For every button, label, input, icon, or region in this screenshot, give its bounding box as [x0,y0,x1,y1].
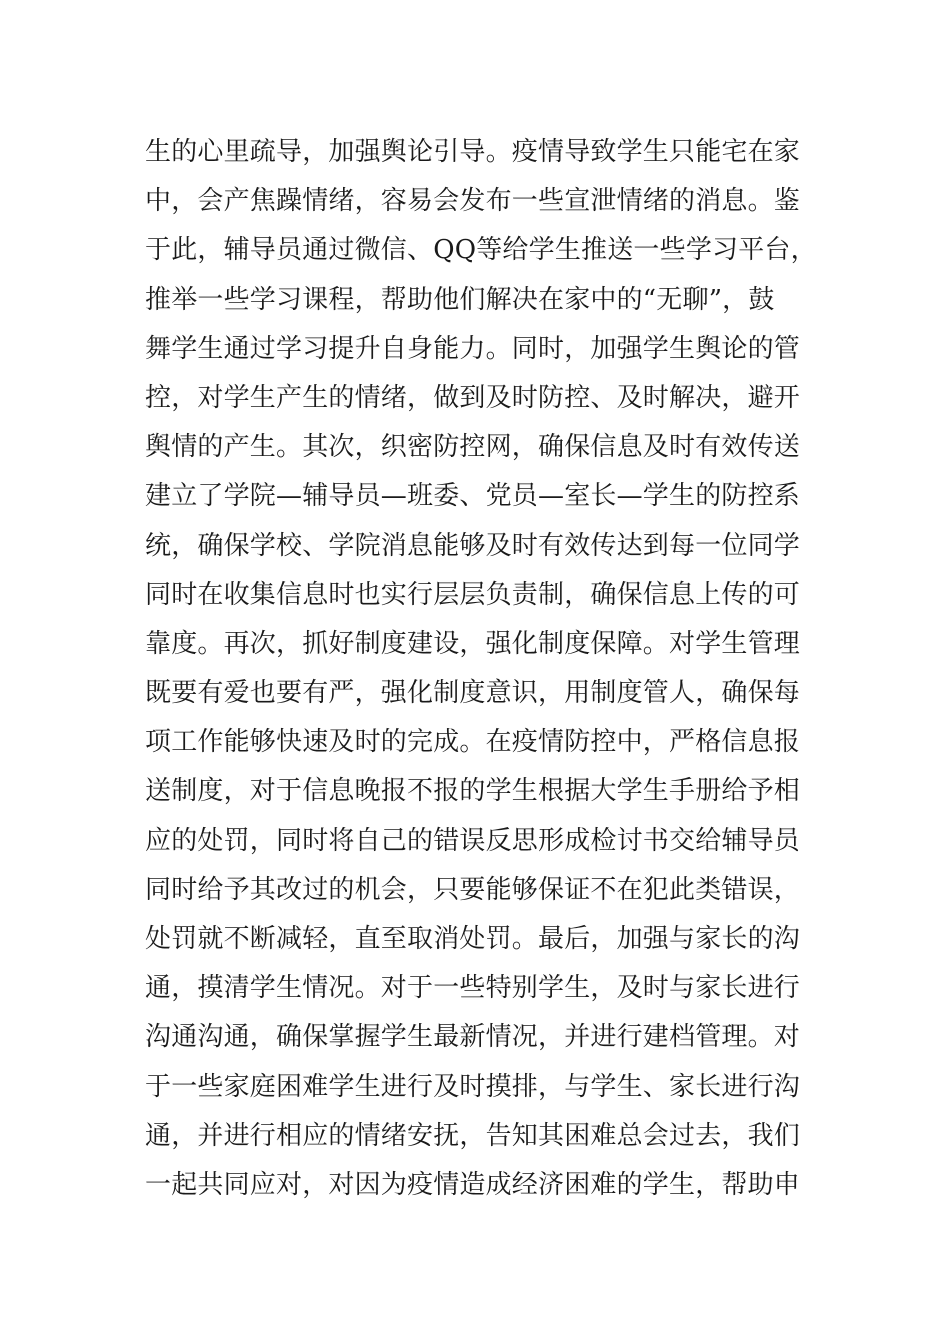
text-line: 于一些家庭困难学生进行及时摸排，与学生、家长进行沟 [145,1071,801,1102]
text-line: 舆情的产生。其次，织密防控网，确保信息及时有效传送 [145,432,801,463]
text-line: 舞学生通过学习提升自身能力。同时，加强学生舆论的管 [145,333,801,364]
text-line: 项工作能够快速及时的完成。在疫情防控中，严格信息报 [145,727,801,758]
text-line: 送制度，对于信息晚报不报的学生根据大学生手册给予相 [145,776,801,807]
text-line: 于此，辅导员通过微信、QQ等给学生推送一些学习平台， [145,235,817,266]
text-line: 中，会产焦躁情绪，容易会发布一些宣泄情绪的消息。鉴 [145,186,801,217]
text-line: 同时在收集信息时也实行层层负责制，确保信息上传的可 [145,579,801,610]
text-line: 靠度。再次，抓好制度建设，强化制度保障。对学生管理 [145,628,801,659]
text-line: 建立了学院—辅导员—班委、党员—室长—学生的防控系 [145,481,801,512]
text-line: 通，并进行相应的情绪安抚，告知其困难总会过去，我们 [145,1120,801,1151]
text-line: 一起共同应对，对因为疫情造成经济困难的学生，帮助申 [145,1169,801,1200]
text-line: 处罚就不断减轻，直至取消处罚。最后，加强与家长的沟 [145,924,801,954]
text-line: 统，确保学校、学院消息能够及时有效传达到每一位同学 [145,530,801,561]
text-line: 同时给予其改过的机会，只要能够保证不在犯此类错误， [145,874,801,905]
text-line: 通，摸清学生情况。对于一些特别学生，及时与家长进行 [145,973,801,1004]
text-line: 既要有爱也要有严，强化制度意识，用制度管人，确保每 [145,678,801,709]
text-line: 生的心里疏导，加强舆论引导。疫情导致学生只能宅在家 [145,137,801,167]
text-line: 推举一些学习课程，帮助他们解决在家中的“无聊”，鼓 [145,284,775,315]
text-line: 控，对学生产生的情绪，做到及时防控、及时解决，避开 [145,382,801,413]
text-line: 沟通沟通，确保掌握学生最新情况，并进行建档管理。对 [145,1022,801,1053]
body-text [145,128,815,1210]
text-line: 应的处罚，同时将自己的错误反思形成检讨书交给辅导员 [145,825,801,856]
